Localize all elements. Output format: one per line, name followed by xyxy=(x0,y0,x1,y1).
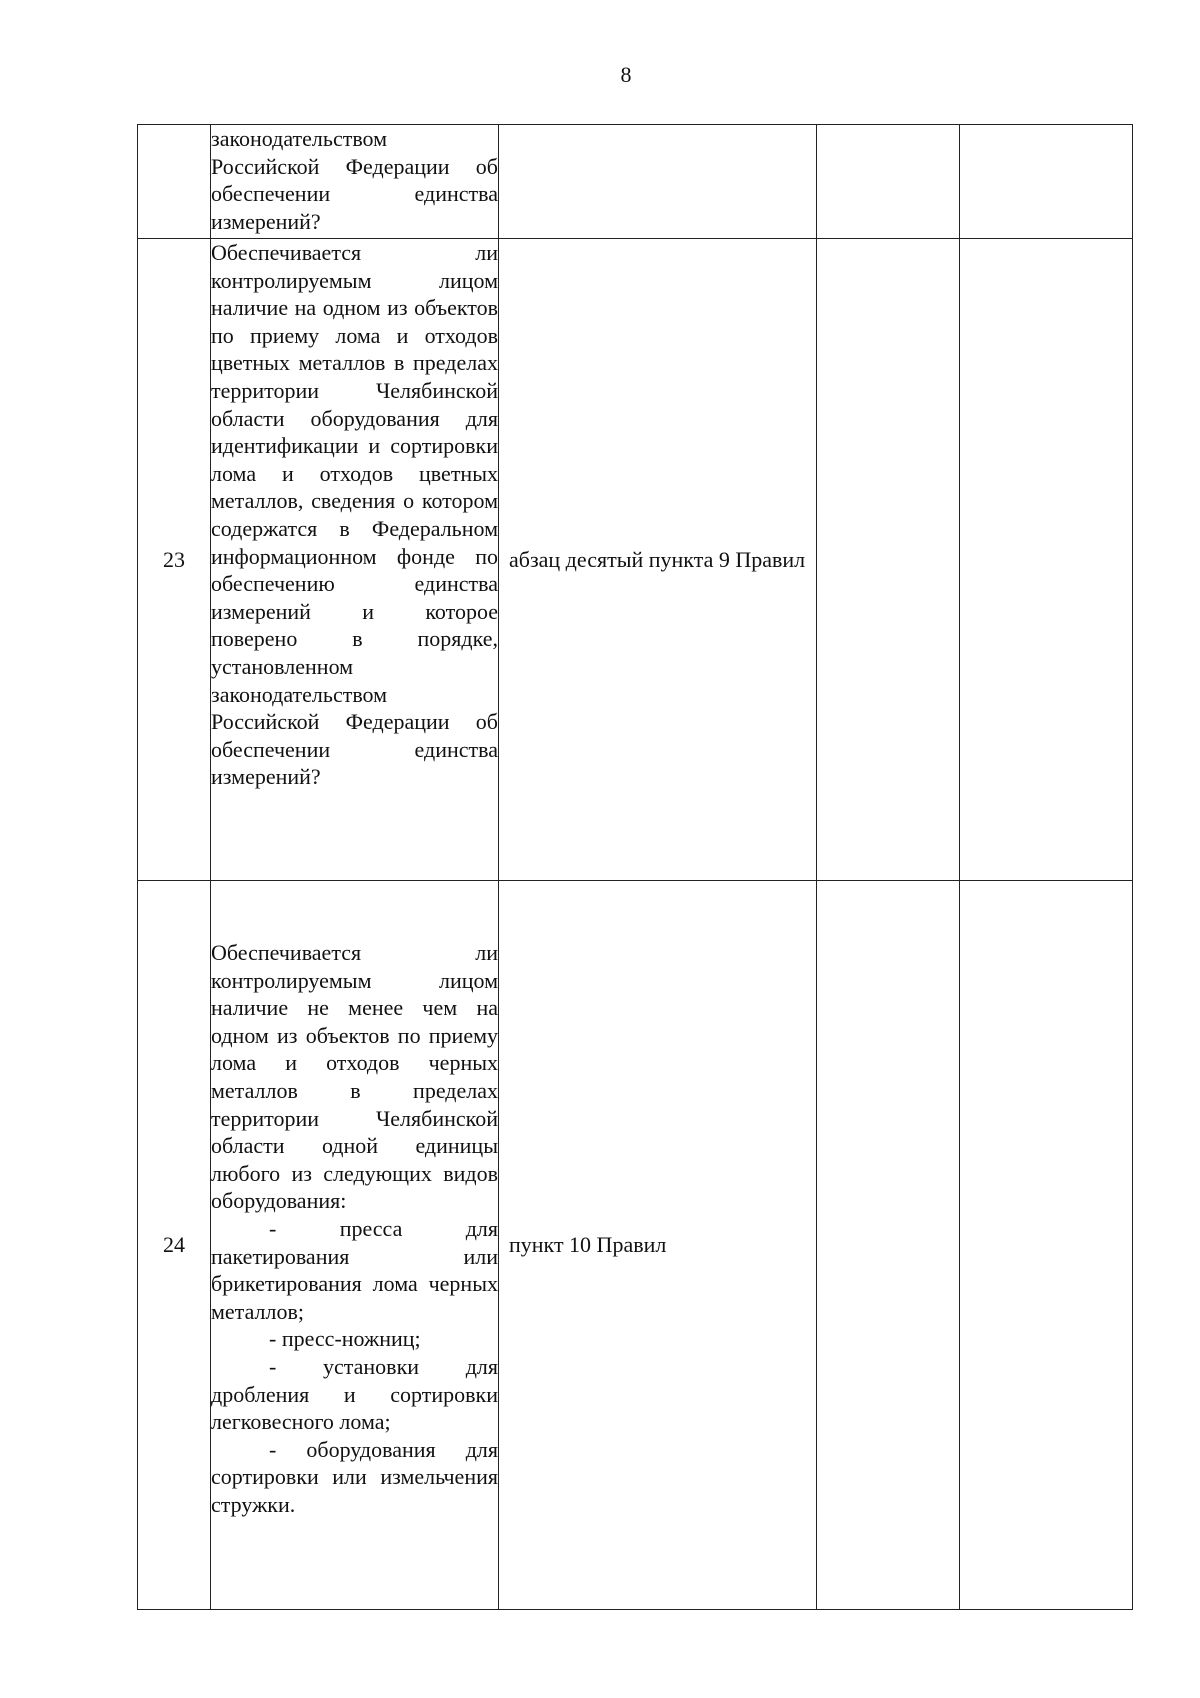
equipment-item: - оборудования для сортировки или измельчения стружки. xyxy=(211,1436,498,1517)
legal-reference: пункт 10 Правил xyxy=(499,881,817,1610)
equipment-item: - установки для дробления и сортировки легковесного лома; xyxy=(211,1353,498,1435)
empty-cell xyxy=(960,125,1133,239)
requirement-question: Обеспечивается ли контролируемым лицом наличие на одном из объектов по приему лома и отходов цветных металлов в пределах территории Челябинской области оборудования для идентификации и сортировки лома и отходов цветных металлов, сведения о котором содержатся в Федеральном информационном фонде по обеспечению единства измерений и которое поверено в порядке, установленном законодательством Российской Федерации об обеспечении единства измерений? xyxy=(211,239,499,881)
equipment-item: - пресса для пакетирования или брикетирования лома черных металлов; xyxy=(211,1215,498,1324)
question-intro: Обеспечивается ли контролируемым лицом наличие не менее чем на одном из объектов по приему лома и отходов черных металлов в пределах территории Челябинской области одной единицы любого из следующих видов оборудования: xyxy=(211,940,498,1214)
requirement-question xyxy=(211,881,499,1610)
requirement-question: законодательством Российской Федерации об обеспечении единства измерений? xyxy=(211,125,499,239)
table-row xyxy=(138,239,1133,881)
empty-cell xyxy=(817,239,960,881)
empty-cell xyxy=(817,881,960,1610)
row-number xyxy=(138,125,211,239)
empty-cell xyxy=(960,239,1133,881)
empty-cell xyxy=(817,125,960,239)
table-row xyxy=(138,125,1133,239)
checklist-table xyxy=(137,124,1133,1610)
empty-cell xyxy=(960,881,1133,1610)
row-number: 23 xyxy=(138,239,211,881)
page-number: 8 xyxy=(620,62,632,87)
table-row xyxy=(138,881,1133,1610)
equipment-item: - пресс-ножниц; xyxy=(269,1326,421,1352)
legal-reference: абзац десятый пункта 9 Правил xyxy=(499,239,817,881)
row-number: 24 xyxy=(138,881,211,1610)
legal-reference xyxy=(499,125,817,239)
